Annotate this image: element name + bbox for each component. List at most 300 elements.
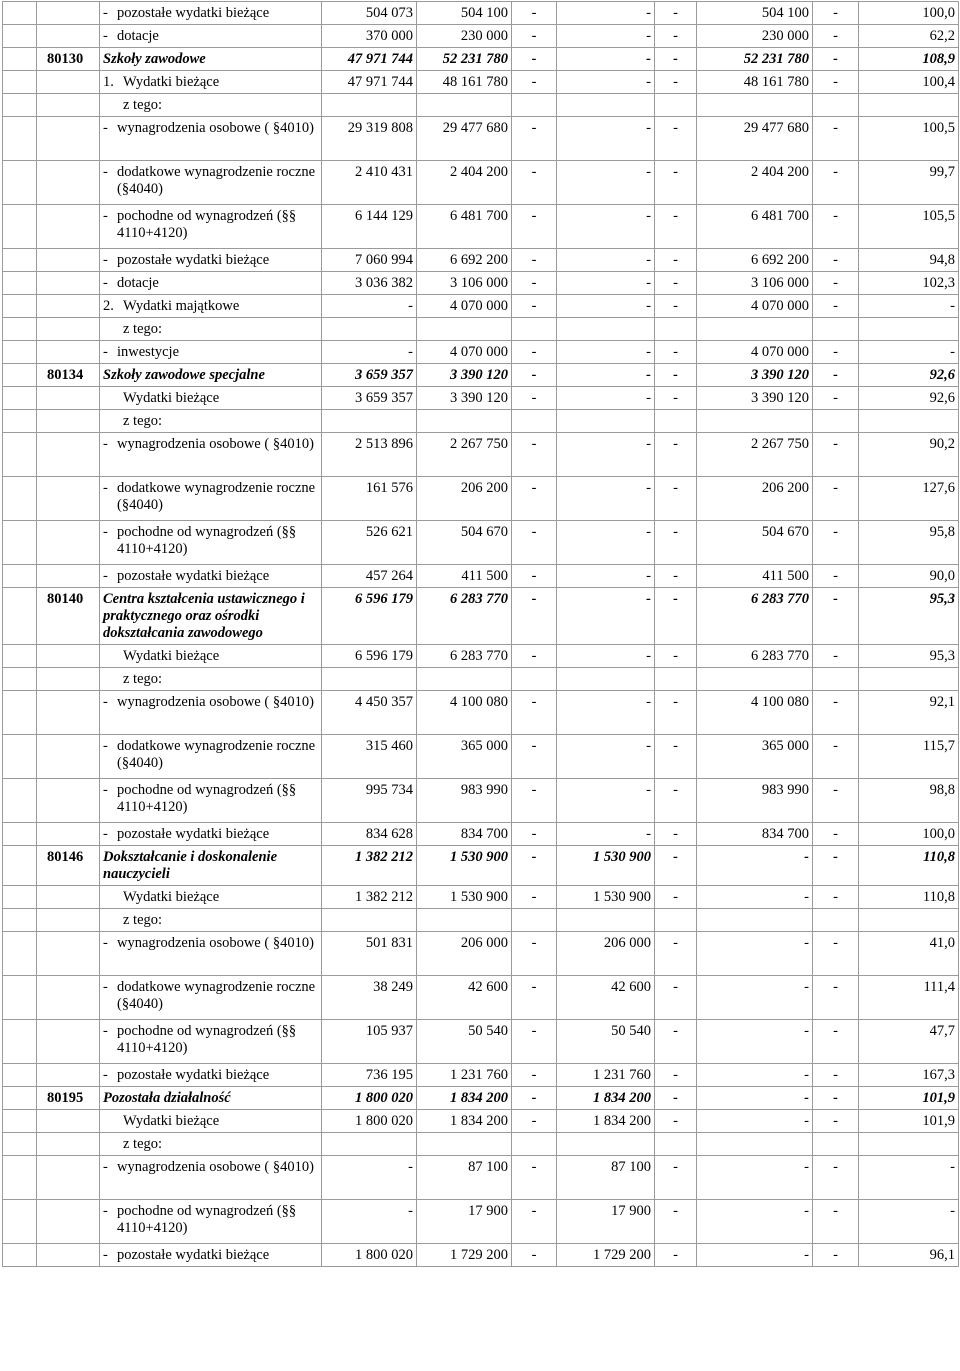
value-cell: 94,8 <box>859 249 959 272</box>
value-cell <box>557 410 655 433</box>
value-cell: - <box>512 71 557 94</box>
value-cell: 504 100 <box>417 2 512 25</box>
item-label: wynagrodzenia osobowe ( §4010) <box>117 694 314 710</box>
table-row <box>3 205 959 249</box>
value-cell: 17 900 <box>557 1200 655 1244</box>
value-cell <box>859 318 959 341</box>
value-cell: 457 264 <box>322 565 417 588</box>
table-row <box>3 886 959 909</box>
value-cell: - <box>655 565 697 588</box>
value-cell: 834 700 <box>417 823 512 846</box>
table-row <box>3 364 959 387</box>
value-cell <box>697 668 813 691</box>
bullet-dash: - <box>103 738 108 754</box>
item-wrap <box>103 275 318 292</box>
item-label: pochodne od wynagrodzeń (§§ 4110+4120) <box>117 208 297 241</box>
description-cell <box>100 272 322 295</box>
bullet-dash: - <box>103 1023 108 1039</box>
value-cell: - <box>512 1064 557 1087</box>
value-cell: 6 692 200 <box>417 249 512 272</box>
bullet-dash: - <box>103 252 108 268</box>
item-wrap <box>103 436 318 453</box>
value-cell: - <box>557 645 655 668</box>
value-cell: - <box>512 691 557 735</box>
value-cell: - <box>512 387 557 410</box>
classification-code <box>37 1110 100 1133</box>
section-number: 2. <box>103 298 114 314</box>
section-cell <box>3 364 37 387</box>
description-cell <box>100 976 322 1020</box>
value-cell: 1 231 760 <box>557 1064 655 1087</box>
classification-code <box>37 1064 100 1087</box>
value-cell: - <box>813 341 859 364</box>
table-row <box>3 823 959 846</box>
section-cell <box>3 48 37 71</box>
chapter-name: Centra kształcenia ustawicznego i praktycznego oraz ośrodki dokształcania zawodowego <box>103 591 305 641</box>
description-cell <box>100 846 322 886</box>
value-cell: - <box>813 735 859 779</box>
bullet-dash: - <box>103 694 108 710</box>
value-cell: - <box>322 1156 417 1200</box>
value-cell: 1 800 020 <box>322 1244 417 1267</box>
bullet-dash: - <box>103 1203 108 1219</box>
value-cell: 48 161 780 <box>417 71 512 94</box>
classification-code <box>37 387 100 410</box>
value-cell: - <box>557 272 655 295</box>
section-cell <box>3 25 37 48</box>
value-cell: 110,8 <box>859 886 959 909</box>
value-cell: - <box>655 161 697 205</box>
value-cell: 230 000 <box>417 25 512 48</box>
table-row <box>3 1110 959 1133</box>
value-cell: 206 200 <box>697 477 813 521</box>
table-row <box>3 932 959 976</box>
table-row <box>3 318 959 341</box>
value-cell: - <box>655 691 697 735</box>
value-cell: 100,0 <box>859 2 959 25</box>
item-wrap <box>103 1159 318 1176</box>
value-cell: 4 070 000 <box>697 341 813 364</box>
value-cell: - <box>655 25 697 48</box>
value-cell: 3 106 000 <box>697 272 813 295</box>
value-cell: 526 621 <box>322 521 417 565</box>
value-cell: - <box>655 477 697 521</box>
table-row <box>3 565 959 588</box>
value-cell: 90,2 <box>859 433 959 477</box>
bullet-dash: - <box>103 5 108 21</box>
table-row <box>3 161 959 205</box>
value-cell: - <box>557 341 655 364</box>
bullet-dash: - <box>103 1159 108 1175</box>
item-label: dodatkowe wynagrodzenie roczne (§4040) <box>117 480 316 513</box>
classification-code <box>37 71 100 94</box>
value-cell: 4 450 357 <box>322 691 417 735</box>
value-cell: 3 036 382 <box>322 272 417 295</box>
table-row <box>3 691 959 735</box>
section-cell <box>3 846 37 886</box>
item-label: pozostałe wydatki bieżące <box>117 1067 270 1083</box>
value-cell: 6 692 200 <box>697 249 813 272</box>
value-cell: - <box>859 1156 959 1200</box>
value-cell: - <box>322 341 417 364</box>
table-row <box>3 668 959 691</box>
classification-code <box>37 1020 100 1064</box>
item-label: inwestycje <box>117 344 180 360</box>
value-cell: - <box>655 976 697 1020</box>
value-cell: 1 530 900 <box>417 886 512 909</box>
value-cell: - <box>512 205 557 249</box>
section-label: Wydatki bieżące <box>123 889 220 905</box>
classification-code: 80130 <box>37 48 100 71</box>
value-cell: 1 834 200 <box>417 1110 512 1133</box>
table-row <box>3 117 959 161</box>
classification-code <box>37 1133 100 1156</box>
description-cell <box>100 909 322 932</box>
value-cell: 6 283 770 <box>697 588 813 645</box>
value-cell: - <box>512 295 557 318</box>
classification-code <box>37 25 100 48</box>
value-cell: 2 410 431 <box>322 161 417 205</box>
value-cell: 370 000 <box>322 25 417 48</box>
section-cell <box>3 433 37 477</box>
bullet-dash: - <box>103 480 108 496</box>
value-cell: - <box>813 779 859 823</box>
value-cell: - <box>557 521 655 565</box>
section-cell <box>3 668 37 691</box>
description-cell <box>100 433 322 477</box>
value-cell: - <box>813 433 859 477</box>
value-cell <box>557 318 655 341</box>
section-cell <box>3 1087 37 1110</box>
value-cell: - <box>813 588 859 645</box>
value-cell: - <box>512 976 557 1020</box>
budget-expenditure-table <box>2 1 959 1267</box>
value-cell: - <box>697 1244 813 1267</box>
value-cell <box>697 410 813 433</box>
item-wrap <box>103 694 318 711</box>
value-cell: - <box>697 976 813 1020</box>
section-cell <box>3 1244 37 1267</box>
section-cell <box>3 272 37 295</box>
value-cell: 1 530 900 <box>557 846 655 886</box>
description-cell <box>100 521 322 565</box>
item-wrap <box>103 826 318 843</box>
item-wrap <box>103 120 318 137</box>
item-label: pochodne od wynagrodzeń (§§ 4110+4120) <box>117 1023 297 1056</box>
value-cell: - <box>512 2 557 25</box>
value-cell: - <box>557 823 655 846</box>
classification-code: 80134 <box>37 364 100 387</box>
bullet-dash: - <box>103 826 108 842</box>
value-cell: - <box>512 735 557 779</box>
table-row <box>3 1133 959 1156</box>
value-cell <box>322 94 417 117</box>
value-cell: 1 382 212 <box>322 846 417 886</box>
classification-code <box>37 976 100 1020</box>
value-cell: - <box>655 117 697 161</box>
value-cell: - <box>512 779 557 823</box>
value-cell: 92,1 <box>859 691 959 735</box>
value-cell: - <box>697 1200 813 1244</box>
value-cell: - <box>557 387 655 410</box>
value-cell: 92,6 <box>859 364 959 387</box>
value-cell: 87 100 <box>417 1156 512 1200</box>
value-cell: 6 481 700 <box>697 205 813 249</box>
value-cell: 3 106 000 <box>417 272 512 295</box>
item-wrap <box>103 1247 318 1264</box>
item-label: wynagrodzenia osobowe ( §4010) <box>117 120 314 136</box>
value-cell: - <box>655 1244 697 1267</box>
classification-code <box>37 318 100 341</box>
value-cell: 6 596 179 <box>322 588 417 645</box>
section-cell <box>3 2 37 25</box>
table-row <box>3 2 959 25</box>
bullet-dash: - <box>103 436 108 452</box>
value-cell <box>697 1133 813 1156</box>
description-cell <box>100 1244 322 1267</box>
value-cell: - <box>697 846 813 886</box>
value-cell: 3 659 357 <box>322 364 417 387</box>
value-cell: 1 800 020 <box>322 1087 417 1110</box>
description-cell <box>100 295 322 318</box>
value-cell: 96,1 <box>859 1244 959 1267</box>
value-cell: 115,7 <box>859 735 959 779</box>
value-cell: - <box>859 341 959 364</box>
section-cell <box>3 71 37 94</box>
item-label: pochodne od wynagrodzeń (§§ 4110+4120) <box>117 782 297 815</box>
item-wrap <box>103 1203 318 1237</box>
description-cell <box>100 645 322 668</box>
value-cell <box>655 318 697 341</box>
section-cell <box>3 249 37 272</box>
value-cell: 3 390 120 <box>417 364 512 387</box>
value-cell: 29 477 680 <box>697 117 813 161</box>
value-cell: 47 971 744 <box>322 48 417 71</box>
item-label: dodatkowe wynagrodzenie roczne (§4040) <box>117 738 316 771</box>
bullet-dash: - <box>103 120 108 136</box>
value-cell: 315 460 <box>322 735 417 779</box>
chapter-name: Szkoły zawodowe <box>103 51 206 67</box>
description-cell <box>100 117 322 161</box>
value-cell: - <box>557 433 655 477</box>
value-cell <box>655 668 697 691</box>
item-label: pozostałe wydatki bieżące <box>117 826 270 842</box>
value-cell: 52 231 780 <box>697 48 813 71</box>
classification-code <box>37 886 100 909</box>
value-cell: - <box>512 1200 557 1244</box>
value-cell: 995 734 <box>322 779 417 823</box>
value-cell: - <box>813 2 859 25</box>
value-cell: 1 834 200 <box>417 1087 512 1110</box>
value-cell: - <box>557 25 655 48</box>
item-wrap <box>103 568 318 585</box>
value-cell <box>322 410 417 433</box>
table-row <box>3 71 959 94</box>
value-cell: - <box>655 1064 697 1087</box>
z-tego-label: z tego: <box>123 413 163 429</box>
section-cell <box>3 161 37 205</box>
value-cell: 2 404 200 <box>697 161 813 205</box>
value-cell: 6 596 179 <box>322 645 417 668</box>
value-cell <box>557 668 655 691</box>
value-cell: 62,2 <box>859 25 959 48</box>
item-label: dotacje <box>117 28 159 44</box>
table-row <box>3 249 959 272</box>
bullet-dash: - <box>103 935 108 951</box>
value-cell: 52 231 780 <box>417 48 512 71</box>
classification-code <box>37 691 100 735</box>
description-cell <box>100 364 322 387</box>
value-cell <box>557 1133 655 1156</box>
description-cell <box>100 565 322 588</box>
value-cell: - <box>655 846 697 886</box>
section-cell <box>3 909 37 932</box>
section-cell <box>3 1110 37 1133</box>
description-cell <box>100 668 322 691</box>
section-label: Wydatki bieżące <box>123 648 220 664</box>
value-cell: - <box>655 249 697 272</box>
value-cell: 504 670 <box>697 521 813 565</box>
value-cell <box>557 94 655 117</box>
item-wrap <box>103 344 318 361</box>
section-cell <box>3 410 37 433</box>
value-cell: - <box>813 249 859 272</box>
value-cell: 504 670 <box>417 521 512 565</box>
table-row <box>3 1020 959 1064</box>
bullet-dash: - <box>103 28 108 44</box>
section-cell <box>3 117 37 161</box>
value-cell: - <box>557 477 655 521</box>
table-row <box>3 976 959 1020</box>
value-cell: - <box>813 976 859 1020</box>
value-cell: 100,0 <box>859 823 959 846</box>
section-cell <box>3 932 37 976</box>
section-cell <box>3 886 37 909</box>
value-cell: 101,9 <box>859 1110 959 1133</box>
table-row <box>3 433 959 477</box>
value-cell: - <box>512 272 557 295</box>
classification-code <box>37 94 100 117</box>
value-cell <box>697 909 813 932</box>
value-cell <box>813 318 859 341</box>
value-cell: - <box>859 1200 959 1244</box>
value-cell: 95,3 <box>859 588 959 645</box>
bullet-dash: - <box>103 524 108 540</box>
value-cell: 1 800 020 <box>322 1110 417 1133</box>
section-label: Wydatki bieżące <box>123 390 220 406</box>
value-cell <box>813 94 859 117</box>
classification-code <box>37 433 100 477</box>
value-cell: 161 576 <box>322 477 417 521</box>
description-cell <box>100 823 322 846</box>
value-cell: - <box>655 71 697 94</box>
value-cell: - <box>813 1064 859 1087</box>
value-cell: 101,9 <box>859 1087 959 1110</box>
section-cell <box>3 735 37 779</box>
value-cell: 105,5 <box>859 205 959 249</box>
item-label: dotacje <box>117 275 159 291</box>
value-cell: 105 937 <box>322 1020 417 1064</box>
value-cell: - <box>512 645 557 668</box>
item-wrap <box>103 1023 318 1057</box>
value-cell: - <box>813 1087 859 1110</box>
value-cell: 3 390 120 <box>417 387 512 410</box>
value-cell: 1 530 900 <box>557 886 655 909</box>
value-cell <box>859 909 959 932</box>
value-cell <box>859 410 959 433</box>
item-label: pochodne od wynagrodzeń (§§ 4110+4120) <box>117 1203 297 1236</box>
value-cell <box>417 909 512 932</box>
table-row <box>3 295 959 318</box>
value-cell: 47 971 744 <box>322 71 417 94</box>
value-cell: - <box>655 1020 697 1064</box>
section-cell <box>3 645 37 668</box>
classification-code: 80140 <box>37 588 100 645</box>
item-label: dodatkowe wynagrodzenie roczne (§4040) <box>117 979 316 1012</box>
value-cell: 110,8 <box>859 846 959 886</box>
table-row <box>3 387 959 410</box>
classification-code <box>37 249 100 272</box>
value-cell: 365 000 <box>417 735 512 779</box>
value-cell <box>417 318 512 341</box>
value-cell: - <box>813 364 859 387</box>
table-row <box>3 909 959 932</box>
value-cell: - <box>655 932 697 976</box>
value-cell: - <box>512 249 557 272</box>
value-cell: - <box>655 433 697 477</box>
description-cell <box>100 387 322 410</box>
value-cell: - <box>512 341 557 364</box>
value-cell: 365 000 <box>697 735 813 779</box>
section-number: 1. <box>103 74 114 90</box>
value-cell: 4 100 080 <box>697 691 813 735</box>
item-wrap <box>103 164 318 198</box>
item-label: pozostałe wydatki bieżące <box>117 568 270 584</box>
value-cell: - <box>813 1020 859 1064</box>
value-cell: 47,7 <box>859 1020 959 1064</box>
section-cell <box>3 295 37 318</box>
value-cell <box>655 909 697 932</box>
table-row <box>3 1087 959 1110</box>
value-cell: 504 073 <box>322 2 417 25</box>
table-row <box>3 521 959 565</box>
item-label: wynagrodzenia osobowe ( §4010) <box>117 1159 314 1175</box>
section-cell <box>3 1200 37 1244</box>
value-cell: 100,5 <box>859 117 959 161</box>
description-cell <box>100 25 322 48</box>
value-cell: - <box>813 823 859 846</box>
classification-code <box>37 341 100 364</box>
item-wrap <box>103 738 318 772</box>
value-cell: - <box>655 272 697 295</box>
value-cell: - <box>813 1200 859 1244</box>
description-cell <box>100 1156 322 1200</box>
value-cell <box>322 668 417 691</box>
value-cell: - <box>557 779 655 823</box>
value-cell: - <box>697 1064 813 1087</box>
section-cell <box>3 1133 37 1156</box>
value-cell: - <box>512 1244 557 1267</box>
value-cell: - <box>697 1156 813 1200</box>
value-cell: - <box>813 565 859 588</box>
section-cell <box>3 341 37 364</box>
value-cell: - <box>655 735 697 779</box>
value-cell: 1 530 900 <box>417 846 512 886</box>
value-cell <box>655 410 697 433</box>
value-cell: 411 500 <box>417 565 512 588</box>
value-cell: 3 390 120 <box>697 364 813 387</box>
description-cell <box>100 249 322 272</box>
